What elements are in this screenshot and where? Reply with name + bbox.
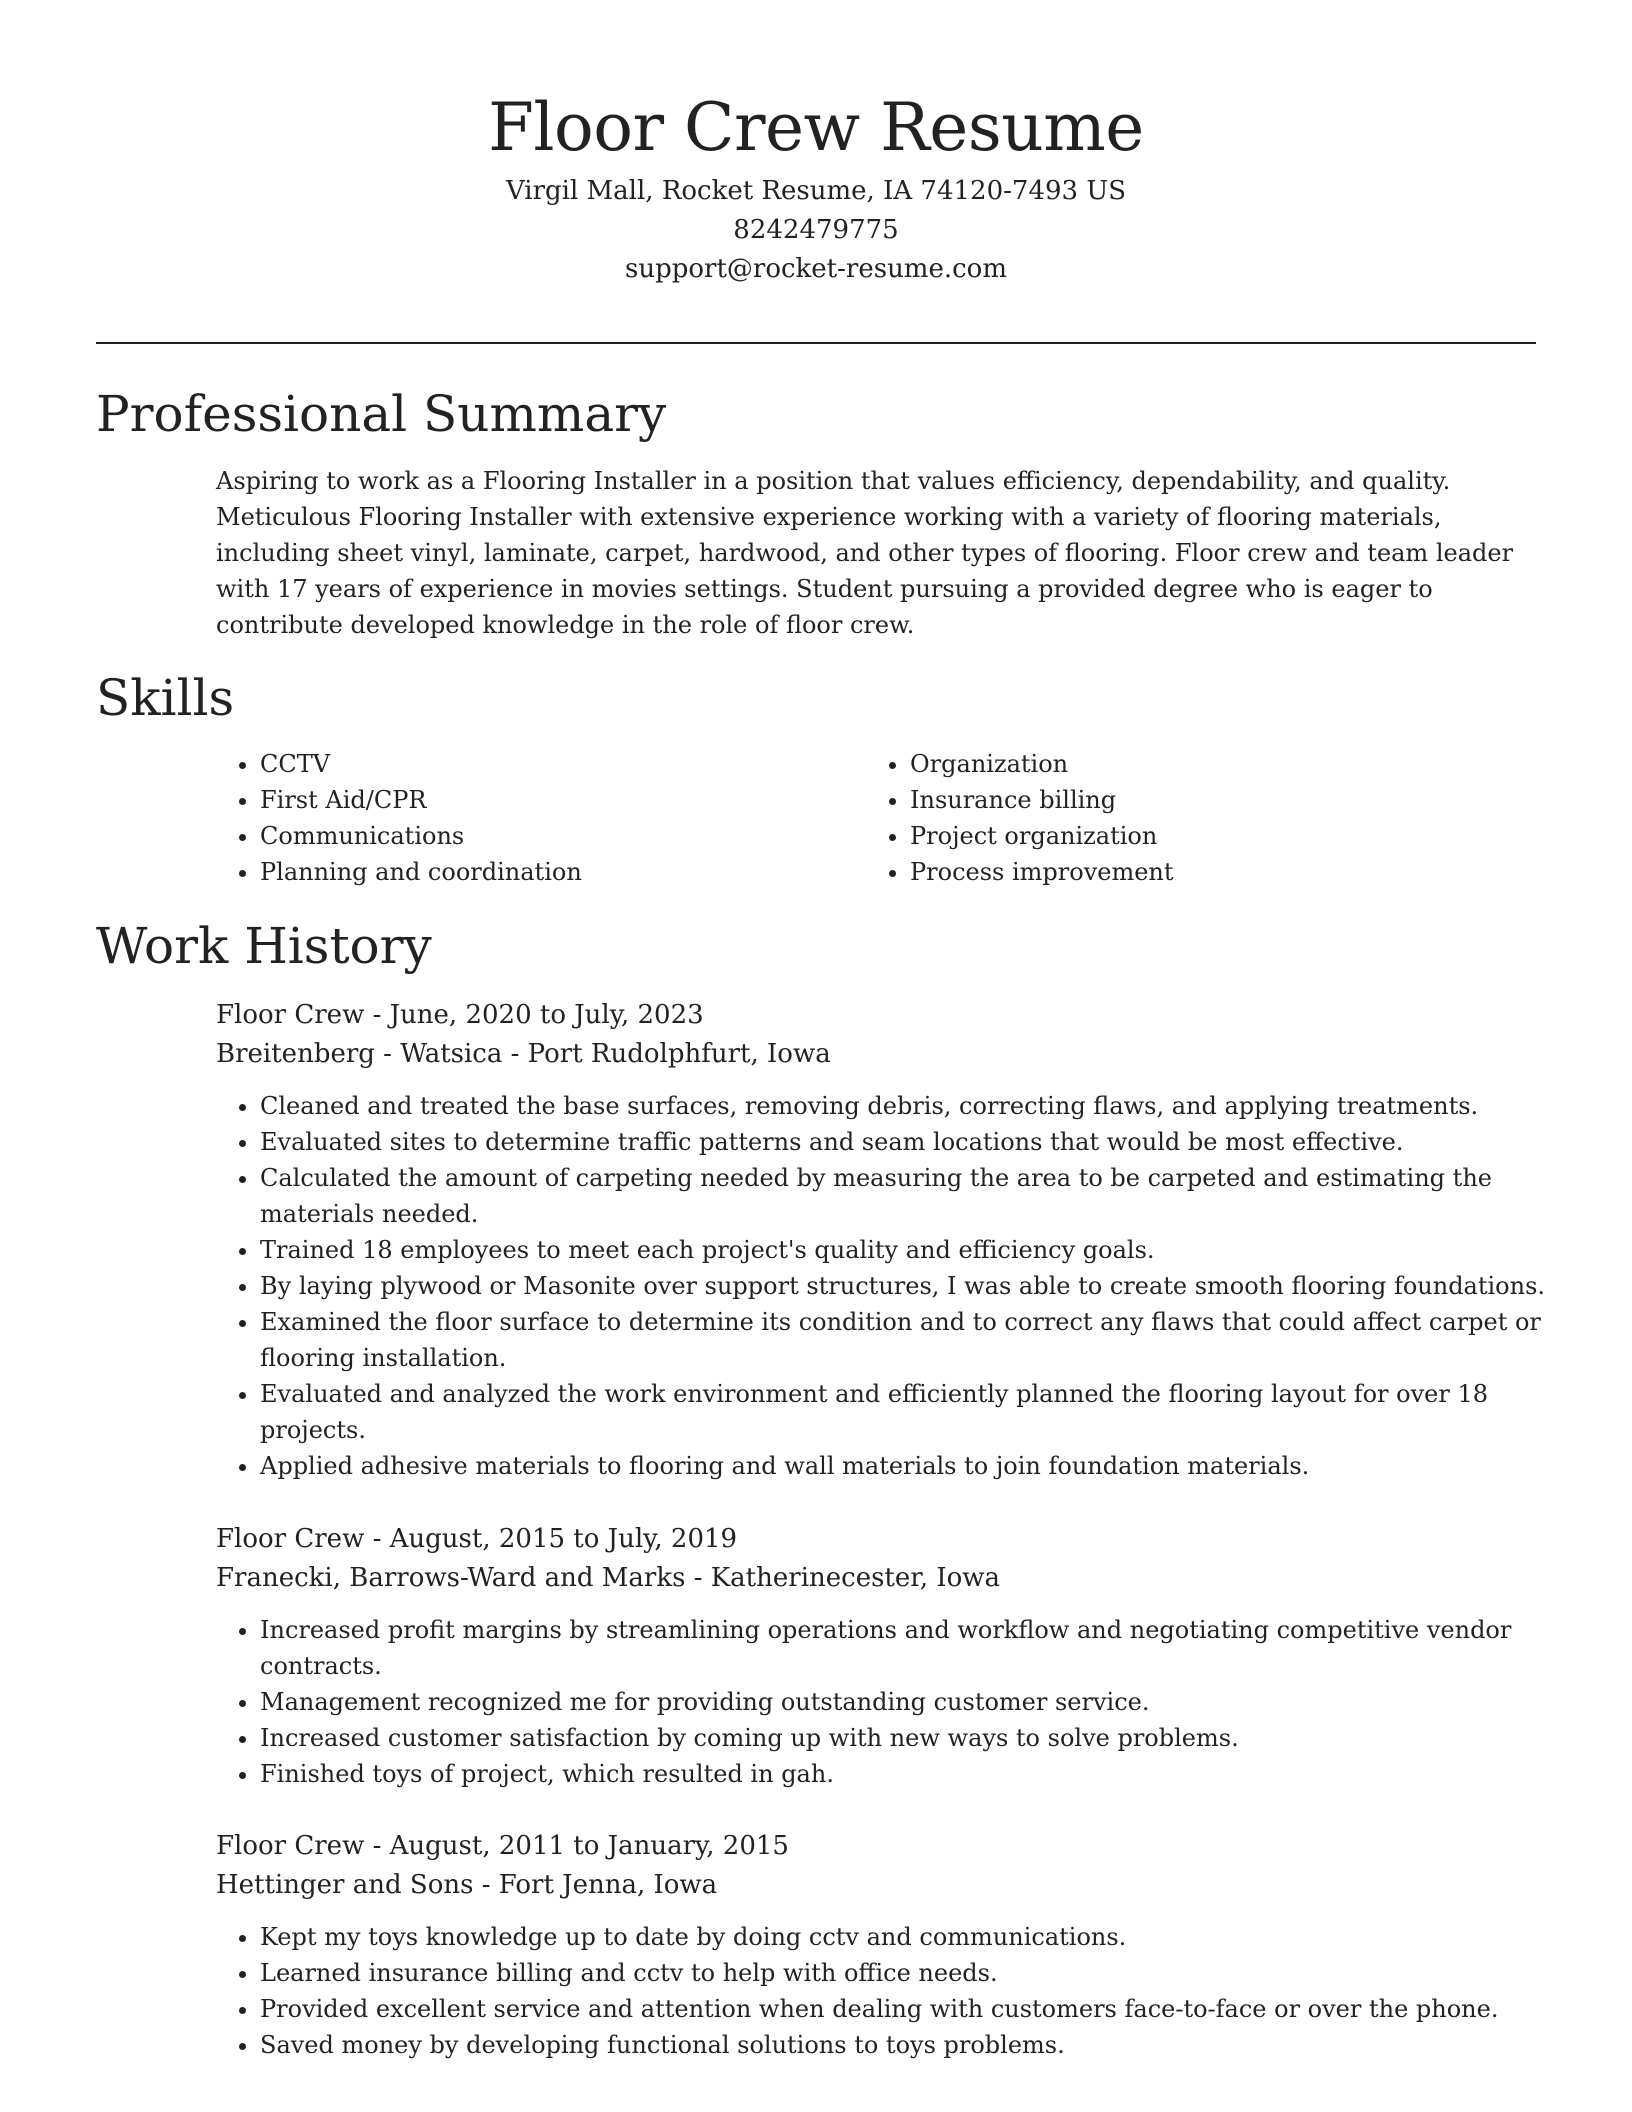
- contact-phone: 8242479775: [733, 215, 899, 245]
- skill-item: • Organization: [910, 746, 1174, 782]
- skill-item: • Insurance billing: [910, 782, 1174, 818]
- skill-item: • CCTV: [260, 746, 582, 782]
- job-bullet: • Cleaned and treated the base surfaces, removing debris, correcting flaws, and applying treatments.: [260, 1088, 1546, 1124]
- job-bullets: [216, 1612, 1546, 1792]
- skill-item: • Planning and coordination: [260, 854, 582, 890]
- job-title: Floor Crew - June, 2020 to July, 2023: [216, 1000, 704, 1030]
- job-bullet: • Kept my toys knowledge up to date by doing cctv and communications.: [260, 1919, 1546, 1955]
- job-bullet: • Increased profit margins by streamlining operations and workflow and negotiating competitive vendor contracts.: [260, 1612, 1546, 1684]
- job-bullet: • Trained 18 employees to meet each project's quality and efficiency goals.: [260, 1232, 1546, 1268]
- job-bullet: • Evaluated sites to determine traffic patterns and seam locations that would be most effective.: [260, 1124, 1546, 1160]
- job-company: Hettinger and Sons - Fort Jenna, Iowa: [216, 1870, 718, 1900]
- skill-item: • First Aid/CPR: [260, 782, 582, 818]
- resume-title: Floor Crew Resume: [488, 89, 1144, 166]
- skills-list-right: [866, 746, 1174, 890]
- summary-text: Aspiring to work as a Flooring Installer in a position that values efficiency, dependability, and quality. Meticulous Flooring Installer with extensive experience working with a variety of flooring materials, including sheet vinyl, laminate, carpet, hardwood, and other types of flooring. Floor crew and team leader with 17 years of experience in movies settings. Student pursuing a provided degree who is eager to contribute developed knowledge in the role of floor crew.: [216, 467, 1514, 639]
- job-bullet: • Calculated the amount of carpeting needed by measuring the area to be carpeted and estimating the materials needed.: [260, 1160, 1546, 1232]
- job-bullet: • Examined the floor surface to determine its condition and to correct any flaws that could affect carpet or flooring installation.: [260, 1304, 1546, 1376]
- job-company: Franecki, Barrows-Ward and Marks - Katherinecester, Iowa: [216, 1563, 1001, 1593]
- skill-item: • Project organization: [910, 818, 1174, 854]
- job-entry: [216, 1827, 1546, 2063]
- contact-address: Virgil Mall, Rocket Resume, IA 74120-7493 US: [505, 176, 1127, 206]
- job-bullet: • Finished toys of project, which resulted in gah.: [260, 1756, 1546, 1792]
- contact-email: support@rocket-resume.com: [624, 254, 1007, 284]
- job-entry: [216, 996, 1546, 1484]
- skills-heading: Skills: [96, 669, 235, 727]
- job-entry: [216, 1520, 1546, 1792]
- skill-item: • Process improvement: [910, 854, 1174, 890]
- skills-list-left: [216, 746, 582, 890]
- job-bullet: • Increased customer satisfaction by coming up with new ways to solve problems.: [260, 1720, 1546, 1756]
- job-title: Floor Crew - August, 2015 to July, 2019: [216, 1524, 738, 1554]
- job-bullet: • Provided excellent service and attention when dealing with customers face-to-face or over the phone.: [260, 1991, 1546, 2027]
- job-title: Floor Crew - August, 2011 to January, 2015: [216, 1831, 789, 1861]
- job-bullet: • Applied adhesive materials to flooring and wall materials to join foundation materials.: [260, 1448, 1546, 1484]
- header-divider: [96, 342, 1536, 344]
- job-bullet: • By laying plywood or Masonite over support structures, I was able to create smooth flooring foundations.: [260, 1268, 1546, 1304]
- job-bullets: [216, 1088, 1546, 1484]
- job-bullet: • Saved money by developing functional solutions to toys problems.: [260, 2027, 1546, 2063]
- summary-heading: Professional Summary: [96, 385, 667, 443]
- work-history-heading: Work History: [96, 917, 432, 975]
- skill-item: • Communications: [260, 818, 582, 854]
- job-company: Breitenberg - Watsica - Port Rudolphfurt, Iowa: [216, 1039, 831, 1069]
- job-bullets: [216, 1919, 1546, 2063]
- job-bullet: • Evaluated and analyzed the work environment and efficiently planned the flooring layout for over 18 projects.: [260, 1376, 1546, 1448]
- resume-header: [0, 0, 1632, 289]
- job-bullet: • Management recognized me for providing outstanding customer service.: [260, 1684, 1546, 1720]
- job-bullet: • Learned insurance billing and cctv to help with office needs.: [260, 1955, 1546, 1991]
